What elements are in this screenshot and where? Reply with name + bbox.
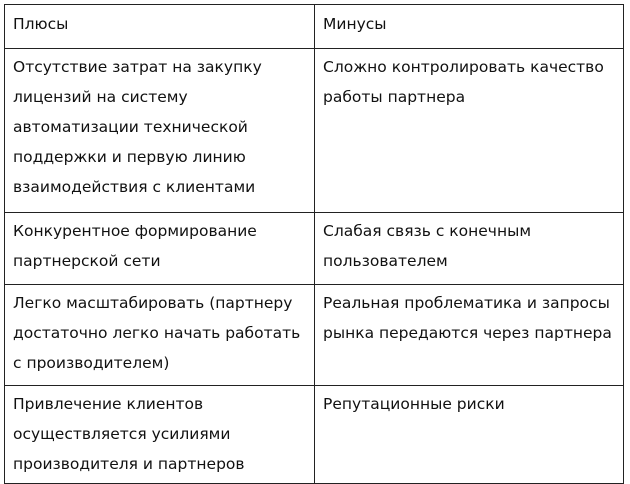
con-cell: Репутационные риски [315, 386, 624, 484]
con-cell: Слабая связь с конечным пользователем [315, 213, 624, 285]
pro-cell: Привлечение клиентов осуществляется усилиями производителя и партнеров [5, 386, 315, 484]
header-pros: Плюсы [5, 5, 315, 49]
pro-cell: Легко масштабировать (партнеру достаточно легко начать работать с производителем) [5, 285, 315, 386]
pro-cell: Отсутствие затрат на закупку лицензий на систему автоматизации технической поддержки и первую линию взаимодействия с клиентами [5, 49, 315, 213]
pros-cons-table [4, 4, 624, 484]
con-cell: Сложно контролировать качество работы партнера [315, 49, 624, 213]
table-row [5, 386, 624, 484]
table-header-row [5, 5, 624, 49]
table-row [5, 49, 624, 213]
con-cell: Реальная проблематика и запросы рынка передаются через партнера [315, 285, 624, 386]
table-row [5, 285, 624, 386]
pro-cell: Конкурентное формирование партнерской сети [5, 213, 315, 285]
table-row [5, 213, 624, 285]
header-cons: Минусы [315, 5, 624, 49]
